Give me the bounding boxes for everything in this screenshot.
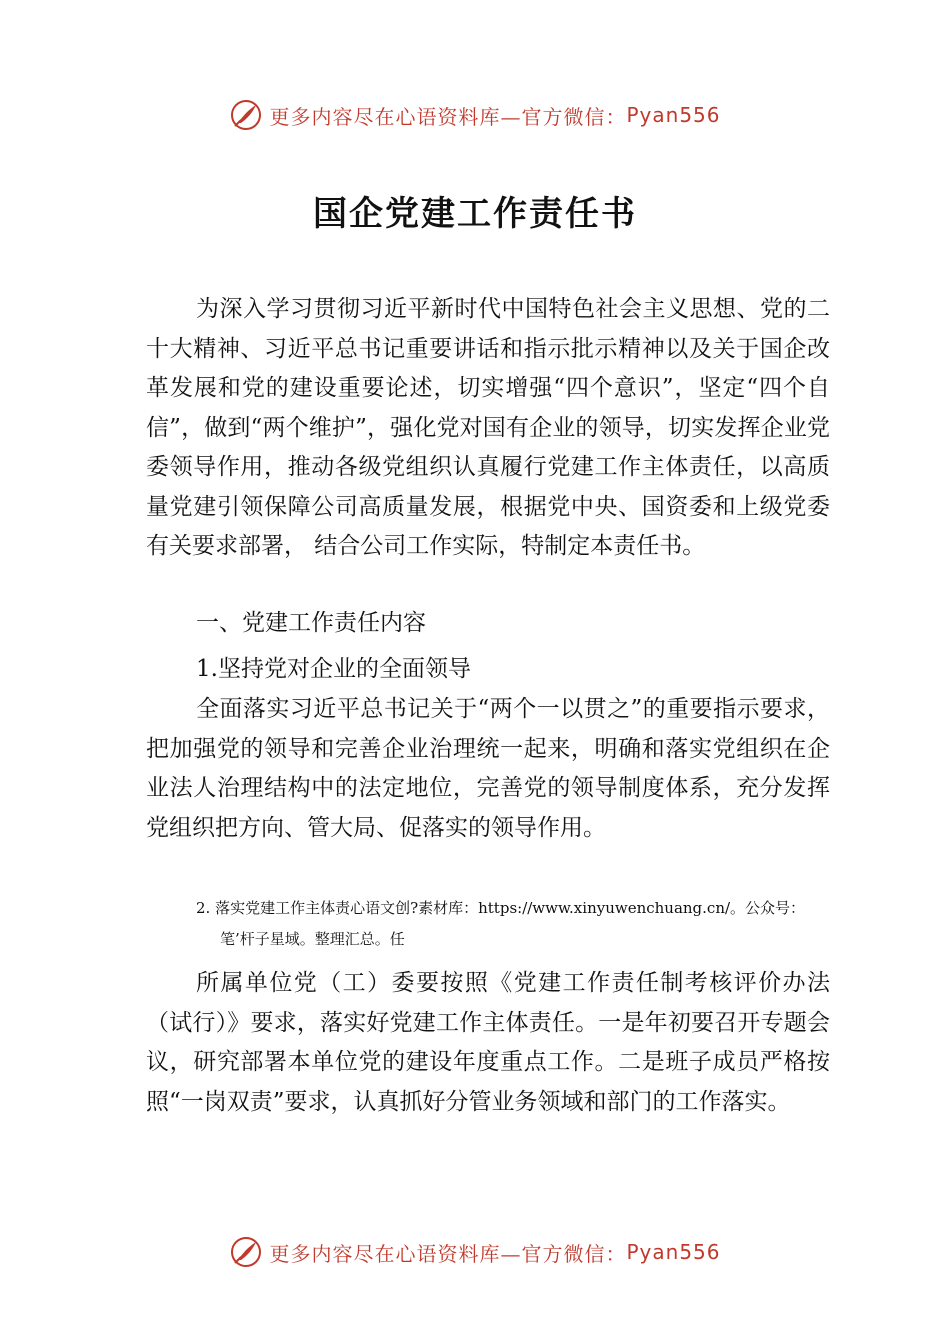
subsection-heading-2: 2. 落实党建工作主体责心语文创?素材库：https://www.xinyuwenchuang.cn/。公众号：笔’杆子星域。整理汇总。任 bbox=[196, 899, 806, 948]
document-title: 国企党建工作责任书 bbox=[313, 194, 637, 234]
section-heading-1: 一、党建工作责任内容 bbox=[196, 610, 426, 636]
intro-paragraph: 为深入学习贯彻习近平新时代中国特色社会主义思想、党的二十大精神、习近平总书记重要讲话和指示批示精神以及关于国企改革发展和党的建设重要论述，切实增强“四个意识”，坚定“四个自信”，做到“两个维护”，强化党对国有企业的领导，切实发挥企业党委领导作用，推动各级党组织认真履行党建工作主体责任，以高质量党建引领保障公司高质量发展，根据党中央、国资委和上级党委有关要求部署， 结合公司工作实际，特制定本责任书。 bbox=[146, 296, 830, 559]
quill-logo-icon bbox=[229, 98, 263, 132]
section-2-paragraph: 所属单位党（工）委要按照《党建工作责任制考核评价办法（试行）》要求，落实好党建工作主体责任。一是年初要召开专题会议，研究部署本单位党的建设年度重点工作。二是班子成员严格按照“一岗双责”要求，认真抓好分管业务领域和部门的工作落实。 bbox=[146, 970, 830, 1115]
watermark-text: 更多内容尽在心语资料库—官方微信： bbox=[269, 104, 627, 129]
header-watermark bbox=[0, 95, 950, 135]
watermark-wechat-id: Pyan556 bbox=[626, 1240, 721, 1264]
watermark-wechat-id: Pyan556 bbox=[626, 103, 721, 127]
section-1-paragraph: 全面落实习近平总书记关于“两个一以贯之”的重要指示要求，把加强党的领导和完善企业治理统一起来，明确和落实党组织在企业法人治理结构中的法定地位，完善党的领导制度体系，充分发挥党组织把方向、管大局、促落实的领导作用。 bbox=[146, 696, 830, 841]
watermark-text: 更多内容尽在心语资料库—官方微信： bbox=[269, 1241, 627, 1266]
quill-logo-icon bbox=[229, 1235, 263, 1269]
footer-watermark bbox=[0, 1232, 950, 1272]
subsection-heading-1: 1.坚持党对企业的全面领导 bbox=[196, 656, 471, 682]
